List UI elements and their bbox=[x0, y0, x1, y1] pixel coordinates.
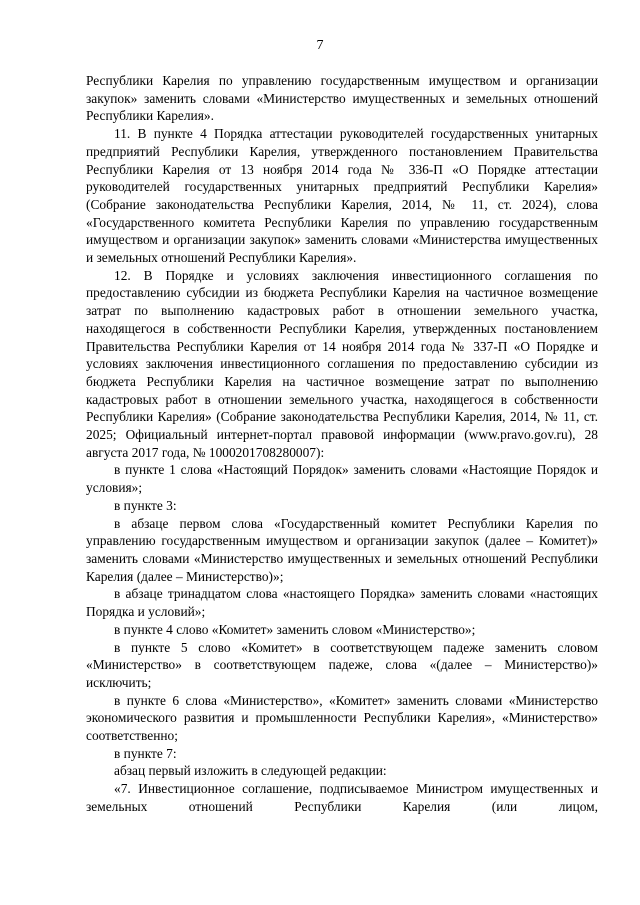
page-number: 7 bbox=[316, 38, 324, 53]
paragraph-point-3-thirteenth: в абзаце тринадцатом слова «настоящего Порядка» заменить словами «настоящих Порядка и условий»; bbox=[86, 586, 598, 620]
paragraph-continuation: Республики Карелия по управлению государственным имуществом и организации закупок» заменить словами «Министерство имущественных и земельных отношений Республики Карелия». bbox=[86, 73, 598, 124]
paragraph-point-7-first: абзац первый изложить в следующей редакции: bbox=[114, 763, 387, 779]
paragraph-point-4: в пункте 4 слово «Комитет» заменить словом «Министерство»; bbox=[114, 621, 476, 637]
paragraph-point-3-first: в абзаце первом слова «Государственный комитет Республики Карелия по управлению государственным имуществом и организации закупок (далее – Комитет)» заменить словами «Министерство имущественных и земельных отношений Республики Карелия (далее – Министерство)»; bbox=[86, 515, 598, 584]
paragraph-point-7-heading: в пункте 7: bbox=[114, 745, 177, 761]
document-body bbox=[86, 72, 598, 816]
paragraph-point-3-heading: в пункте 3: bbox=[114, 497, 177, 513]
paragraph-point-6: в пункте 6 слова «Министерство», «Комитет» заменить словами «Министерство экономического развития и промышленности Республики Карелия», «Министерство» соответственно; bbox=[86, 692, 598, 744]
paragraph-point-5: в пункте 5 слово «Комитет» в соответствующем падеже заменить словом «Министерство» в соответствующем падеже, слова «(далее – Министерство)» исключить; bbox=[86, 639, 598, 690]
paragraph-point-1: в пункте 1 слова «Настоящий Порядок» заменить словами «Настоящие Порядок и условия»; bbox=[86, 462, 598, 496]
paragraph-item-12: 12. В Порядке и условиях заключения инвестиционного соглашения по предоставлению субсидии из бюджета Республики Карелия на частичное возмещение затрат по выполнению кадастровых работ в отношении земельного участка, находящегося в собственности Республики Карелия, утвержденных постановлением Правительства Республики Карелия от 14 ноября 2014 года № 337-П «О Порядке и условиях заключения инвестиционного соглашения по предоставлению субсидии из бюджета Республики Карелия на частичное возмещение затрат по выполнению кадастровых работ в отношении земельного участка, находящегося в собственности Республики Карелия» (Собрание законодательства Республики Карелия, 2014, № 11, ст. 2025; Официальный интернет-портал правовой информации (www.pravo.gov.ru), 28 августа 2017 года, № 1000201708280007): bbox=[86, 267, 598, 460]
paragraph-item-11: 11. В пункте 4 Порядка аттестации руководителей государственных унитарных предприятий Республики Карелия, утвержденного постановлением Правительства Республики Карелия от 13 ноября 2014 года № 336-П «О Порядке аттестации руководителей государственных унитарных предприятий Республики Карелия» (Собрание законодательства Республики Карелия, 2014, № 11, ст. 2024), слова «Государственного комитета Республики Карелия по управлению государственным имуществом и организации закупок» заменить словами «Министерства имущественных и земельных отношений Республики Карелия». bbox=[86, 126, 598, 266]
paragraph-new-text: «7. Инвестиционное соглашение, подписываемое Министром имущественных и земельных отношений Республики Карелия (или лицом, bbox=[86, 781, 598, 814]
